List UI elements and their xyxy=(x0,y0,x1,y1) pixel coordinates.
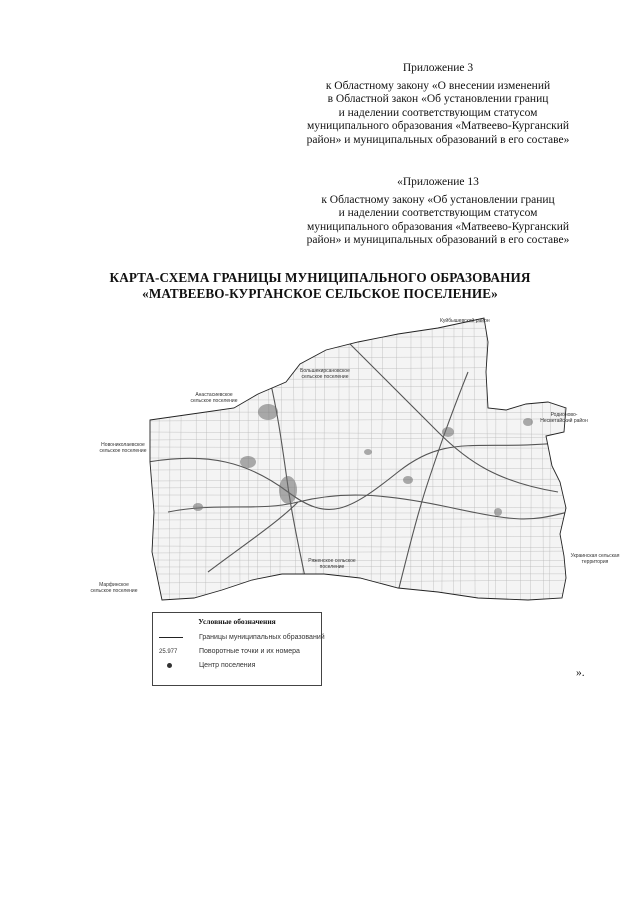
heading-line-2: «МАТВЕЕВО-КУРГАНСКОЕ СЕЛЬСКОЕ ПОСЕЛЕНИЕ» xyxy=(142,286,498,301)
turning-point-symbol: 25.977 xyxy=(159,649,178,655)
map-texture xyxy=(148,312,588,604)
appendix-3-line: в Областной закон «Об установлении границ xyxy=(327,93,549,106)
legend-row-points xyxy=(159,647,319,657)
appendix-13-line: и наделении соответствующим статусом xyxy=(338,207,538,220)
appendix-13-line: район» и муниципальных образований в его составе» xyxy=(306,234,570,247)
legend-row-center xyxy=(159,661,319,671)
appendix-13-note xyxy=(288,176,588,248)
appendix-3-line: и наделении соответствующим статусом xyxy=(338,106,538,119)
map-label-right: Родионово-Несветайский район xyxy=(540,412,588,424)
closing-quote: ». xyxy=(576,667,585,679)
map-label-bottom-left: Марфинское сельское поселение xyxy=(90,582,138,594)
legend-label: Центр поселения xyxy=(199,662,256,669)
map-legend xyxy=(152,612,325,686)
legend-label: Границы муниципальных образований xyxy=(199,634,325,641)
map-label-left: Новониколаевское сельское поселение xyxy=(99,442,147,454)
map-label-top-left: Анастасиевское сельское поселение xyxy=(190,392,238,404)
appendix-3-line: к Областному закону «О внесении изменений xyxy=(325,79,551,92)
appendix-13-line: к Областному закону «Об установлении границ xyxy=(321,193,555,206)
appendix-13-line: муниципального образования «Матвеево-Курганский xyxy=(306,220,570,233)
document-heading xyxy=(0,270,640,302)
legend-label: Поворотные точки и их номера xyxy=(199,648,300,655)
map-label-bottom-right: Украинская сельская территория xyxy=(570,553,620,565)
boundary-map xyxy=(148,312,588,604)
heading-line-1: КАРТА-СХЕМА ГРАНИЦЫ МУНИЦИПАЛЬНОГО ОБРАЗОВАНИЯ xyxy=(109,270,531,285)
appendix-3-note xyxy=(288,62,588,148)
map-label-top-center: Большекирсановское сельское поселение xyxy=(300,368,350,380)
legend-row-boundary xyxy=(159,633,325,643)
settlement-center-dot-icon xyxy=(167,663,172,668)
appendix-3-line: муниципального образования «Матвеево-Курганский xyxy=(306,120,570,133)
map-label-north: Куйбышевский район xyxy=(440,318,490,324)
map-label-bottom-center: Ряженское сельское поселение xyxy=(308,558,356,570)
appendix-3-title: Приложение 3 xyxy=(402,62,474,74)
appendix-13-title: «Приложение 13 xyxy=(397,176,479,188)
legend-title: Условные обозначения xyxy=(198,617,276,626)
appendix-3-line: район» и муниципальных образований в его составе» xyxy=(306,133,570,146)
